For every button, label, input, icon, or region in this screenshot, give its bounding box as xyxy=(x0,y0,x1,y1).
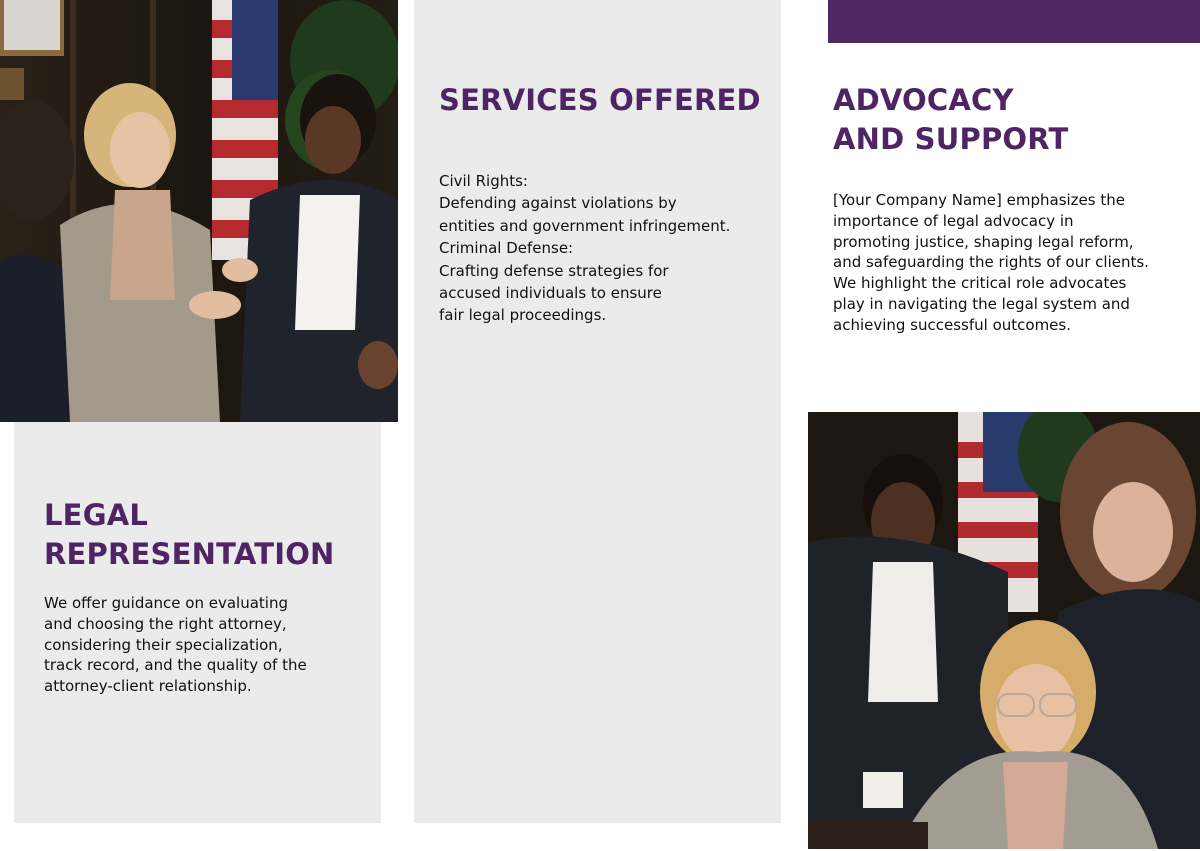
accent-bar xyxy=(828,0,1200,43)
text-line: track record, and the quality of the xyxy=(44,656,307,675)
services-offered-title xyxy=(439,81,769,120)
title-line: LEGAL xyxy=(44,498,149,532)
title-line: ADVOCACY xyxy=(833,83,1014,117)
advocacy-support-text xyxy=(833,190,1173,336)
text-line: [Your Company Name] emphasizes the xyxy=(833,191,1125,209)
text-line: and choosing the right attorney, xyxy=(44,614,287,633)
text-line: and safeguarding the rights of our clients. xyxy=(833,253,1149,272)
text-line: achieving successful outcomes. xyxy=(833,315,1071,334)
text-line: Crafting defense strategies for xyxy=(439,261,669,280)
text-line: We offer guidance on evaluating xyxy=(44,594,288,612)
title-line: SERVICES OFFERED xyxy=(439,83,761,117)
lawyers-reviewing-computer-photo xyxy=(808,412,1200,849)
text-line: play in navigating the legal system and xyxy=(833,294,1130,313)
text-line: attorney-client relationship. xyxy=(44,677,252,696)
title-line: REPRESENTATION xyxy=(44,537,335,571)
text-line: entities and government infringement. xyxy=(439,216,731,235)
text-line: importance of legal advocacy in xyxy=(833,211,1074,230)
text-line: Civil Rights: xyxy=(439,172,528,190)
text-line: Defending against violations by xyxy=(439,194,677,213)
title-line: AND SUPPORT xyxy=(833,122,1069,156)
services-offered-text xyxy=(439,170,769,327)
text-line: promoting justice, shaping legal reform, xyxy=(833,232,1134,251)
text-line: We highlight the critical role advocates xyxy=(833,274,1127,293)
advocacy-support-title xyxy=(833,81,1173,159)
middle-panel xyxy=(414,0,781,823)
legal-team-meeting-photo xyxy=(0,0,398,422)
legal-representation-title xyxy=(44,496,374,574)
text-line: considering their specialization, xyxy=(44,635,283,654)
text-line: accused individuals to ensure xyxy=(439,284,662,303)
text-line: fair legal proceedings. xyxy=(439,306,607,325)
text-line: Criminal Defense: xyxy=(439,239,574,258)
legal-representation-text xyxy=(44,593,364,697)
